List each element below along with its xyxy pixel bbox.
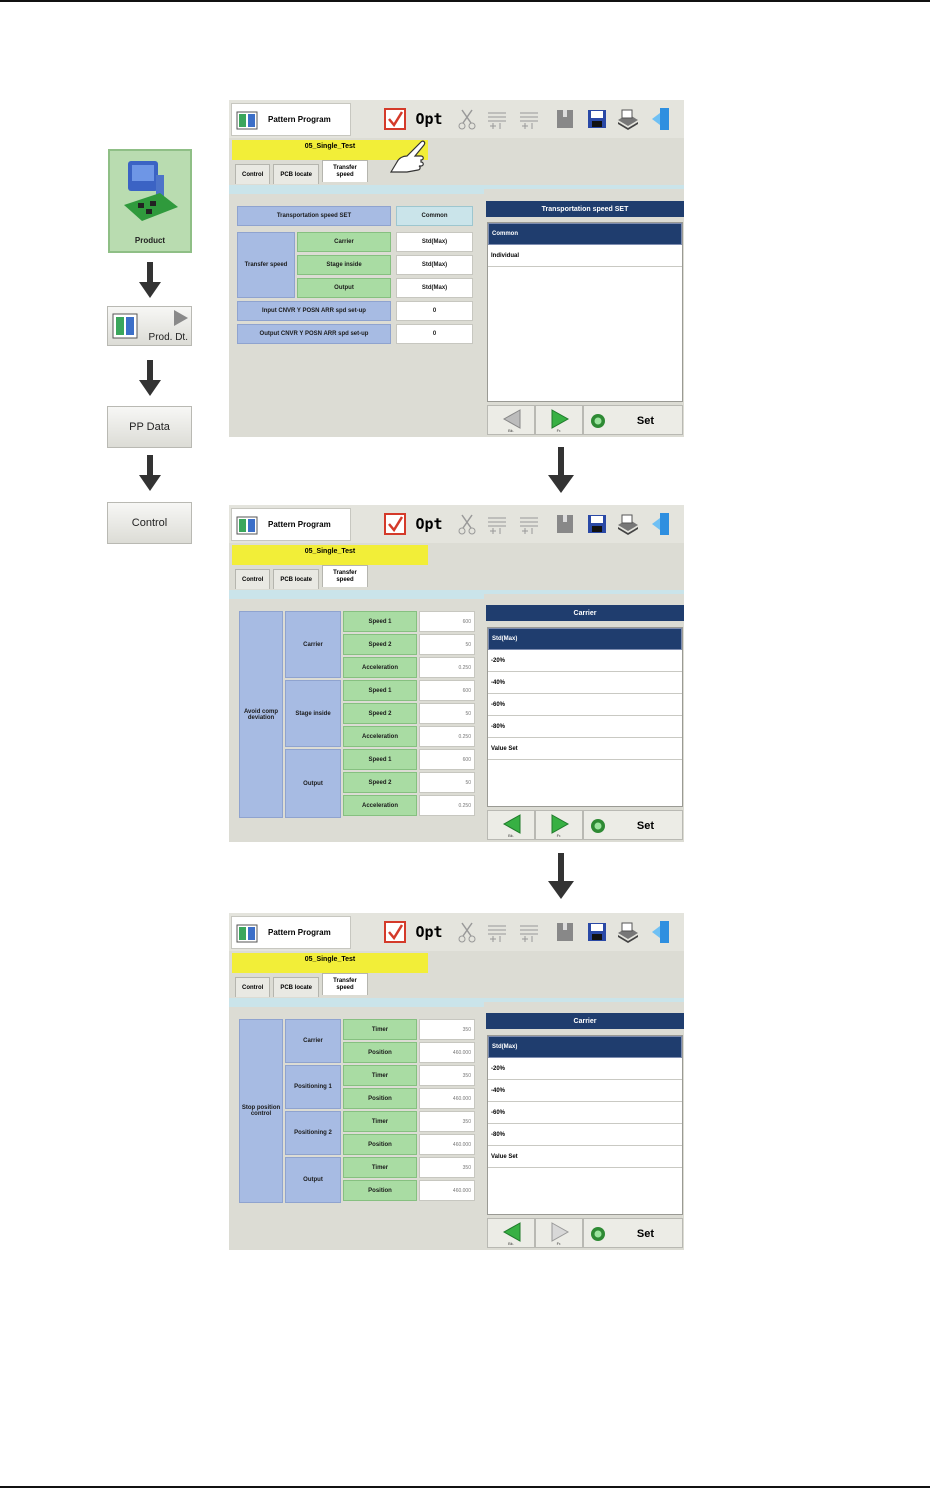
value-field[interactable]: 600 xyxy=(419,749,475,770)
back-arrow-icon xyxy=(502,409,522,429)
row-label: Speed 1 xyxy=(343,680,417,701)
program-name-bar: 05_Single_Test xyxy=(232,953,428,973)
book-button[interactable] xyxy=(551,106,579,132)
list-title: Carrier xyxy=(486,1013,684,1029)
pattern-program-icon xyxy=(236,923,258,943)
list-item[interactable]: Std(Max) xyxy=(488,1036,682,1058)
option-list xyxy=(487,1035,683,1215)
tab-control[interactable]: Control xyxy=(235,569,270,589)
output-label: Output xyxy=(297,278,391,298)
insert-before-button[interactable] xyxy=(483,511,511,537)
insert-line-icon xyxy=(518,513,540,535)
list-item[interactable]: -60% xyxy=(488,694,682,716)
opt-button[interactable]: Opt xyxy=(415,515,443,533)
back-button[interactable] xyxy=(487,810,535,840)
row-label: Acceleration xyxy=(343,726,417,747)
print-icon xyxy=(616,921,640,943)
save-icon xyxy=(587,108,607,130)
output-conveyor-field[interactable]: 0 xyxy=(396,324,473,344)
carrier-label: Carrier xyxy=(297,232,391,252)
set-icon xyxy=(590,1226,606,1242)
pp-data-button[interactable] xyxy=(107,406,192,448)
value-field[interactable]: 0.250 xyxy=(419,726,475,747)
top-rule xyxy=(0,0,930,2)
flow-arrow-down-icon xyxy=(137,455,163,493)
tab-transfer-speed[interactable]: Transfer speed xyxy=(322,160,368,182)
row-label: Timer xyxy=(343,1019,417,1040)
exit-icon xyxy=(650,512,672,536)
list-item[interactable]: Value Set xyxy=(488,1146,682,1168)
tab-bar xyxy=(235,569,371,591)
product-button[interactable] xyxy=(108,149,192,253)
prod-dt-label: Prod. Dt. xyxy=(148,332,188,343)
value-field[interactable]: 50 xyxy=(419,703,475,724)
option-list xyxy=(487,627,683,807)
list-item[interactable]: -40% xyxy=(488,672,682,694)
cut-button[interactable] xyxy=(453,106,481,132)
exit-button[interactable] xyxy=(647,919,675,945)
section-label: Carrier xyxy=(285,1019,341,1063)
insert-after-button[interactable] xyxy=(515,511,543,537)
book-icon xyxy=(555,108,575,130)
flow-arrow-down-icon xyxy=(137,262,163,300)
exit-button[interactable] xyxy=(647,511,675,537)
cut-button[interactable] xyxy=(453,511,481,537)
set-label: Set xyxy=(636,415,654,427)
input-conveyor-label: Input CNVR Y POSN ARR spd set-up xyxy=(237,301,391,321)
section-label: Output xyxy=(285,749,341,818)
print-button[interactable] xyxy=(614,106,642,132)
pointing-hand-icon xyxy=(387,136,429,176)
window-title: Pattern Program xyxy=(268,928,331,937)
save-icon xyxy=(587,921,607,943)
set-label: Set xyxy=(636,820,654,832)
book-button[interactable] xyxy=(551,511,579,537)
carrier-speed-field[interactable]: Std(Max) xyxy=(396,232,473,252)
back-arrow-icon xyxy=(502,814,522,834)
insert-line-icon xyxy=(518,108,540,130)
transport-speed-set-value[interactable]: Common xyxy=(396,206,473,226)
forward-button[interactable] xyxy=(535,810,583,840)
exit-button[interactable] xyxy=(647,106,675,132)
insert-line-icon xyxy=(486,108,508,130)
value-field[interactable]: 350 xyxy=(419,1019,475,1040)
panel-arrow-down-icon xyxy=(546,853,576,901)
tab-pcb-locate[interactable]: PCB locate xyxy=(273,977,319,997)
pattern-program-tab[interactable] xyxy=(231,916,351,949)
tab-underline xyxy=(229,590,484,599)
forward-arrow-icon xyxy=(550,409,570,429)
insert-line-icon xyxy=(518,921,540,943)
save-icon xyxy=(587,513,607,535)
pattern-program-tab[interactable] xyxy=(231,508,351,541)
tab-underline xyxy=(229,998,484,1007)
forward-button[interactable] xyxy=(535,1218,583,1248)
section-label: Output xyxy=(285,1157,341,1203)
value-field[interactable]: 350 xyxy=(419,1065,475,1086)
list-item[interactable]: -80% xyxy=(488,1124,682,1146)
avoid-comp-deviation-screen xyxy=(229,505,684,842)
check-button[interactable] xyxy=(381,919,409,945)
title-bar xyxy=(229,913,684,951)
row-label: Position xyxy=(343,1180,417,1201)
control-button[interactable] xyxy=(107,502,192,544)
list-title: Transportation speed SET xyxy=(486,201,684,217)
insert-after-button[interactable] xyxy=(515,106,543,132)
value-field[interactable]: 0.250 xyxy=(419,657,475,678)
list-item[interactable]: Common xyxy=(488,223,682,245)
set-button[interactable] xyxy=(583,1218,683,1248)
section-label: Carrier xyxy=(285,611,341,678)
back-label: Bk. xyxy=(508,1241,514,1246)
play-triangle-icon xyxy=(172,309,190,327)
back-button[interactable] xyxy=(487,1218,535,1248)
list-item[interactable]: Individual xyxy=(488,245,682,267)
check-icon xyxy=(384,513,406,535)
row-label: Acceleration xyxy=(343,657,417,678)
transport-speed-set-label: Transportation speed SET xyxy=(237,206,391,226)
save-button[interactable] xyxy=(583,511,611,537)
save-button[interactable] xyxy=(583,106,611,132)
tab-underline xyxy=(484,998,684,1002)
list-item[interactable]: -40% xyxy=(488,1080,682,1102)
tab-underline xyxy=(484,185,684,189)
opt-button[interactable]: Opt xyxy=(415,923,443,941)
value-field[interactable]: 350 xyxy=(419,1111,475,1132)
section-label: Positioning 2 xyxy=(285,1111,341,1155)
tab-bar xyxy=(235,164,371,186)
tab-pcb-locate[interactable]: PCB locate xyxy=(273,164,319,184)
value-field[interactable]: 0.250 xyxy=(419,795,475,816)
window-title: Pattern Program xyxy=(268,115,331,124)
list-item[interactable]: -20% xyxy=(488,650,682,672)
insert-line-icon xyxy=(486,513,508,535)
row-label: Acceleration xyxy=(343,795,417,816)
group-label: Stop position control xyxy=(239,1019,283,1203)
tab-underline xyxy=(484,590,684,594)
program-name-bar: 05_Single_Test xyxy=(232,545,428,565)
check-icon xyxy=(384,921,406,943)
check-button[interactable] xyxy=(381,106,409,132)
list-item[interactable]: -80% xyxy=(488,716,682,738)
transfer-speed-group-label: Transfer speed xyxy=(237,232,295,298)
list-item[interactable]: Std(Max) xyxy=(488,628,682,650)
section-label: Positioning 1 xyxy=(285,1065,341,1109)
prod-dt-icon xyxy=(111,310,141,340)
stop-position-control-screen xyxy=(229,913,684,1250)
product-icon xyxy=(120,157,180,227)
scissors-icon xyxy=(458,921,476,943)
stage-inside-label: Stage inside xyxy=(297,255,391,275)
title-bar xyxy=(229,505,684,543)
pattern-program-icon xyxy=(236,110,258,130)
flow-arrow-down-icon xyxy=(137,360,163,398)
forward-arrow-icon xyxy=(550,814,570,834)
pp-data-label: PP Data xyxy=(129,421,170,433)
row-label: Timer xyxy=(343,1065,417,1086)
forward-label: Fr. xyxy=(556,428,562,433)
book-icon xyxy=(555,513,575,535)
exit-icon xyxy=(650,107,672,131)
insert-before-button[interactable] xyxy=(483,919,511,945)
output-conveyor-label: Output CNVR Y POSN ARR spd set-up xyxy=(237,324,391,344)
back-button[interactable] xyxy=(487,405,535,435)
exit-icon xyxy=(650,920,672,944)
forward-label: Fr. xyxy=(556,1241,562,1246)
row-label: Speed 1 xyxy=(343,749,417,770)
nav-bar xyxy=(487,405,683,437)
value-field[interactable]: 50 xyxy=(419,634,475,655)
row-label: Speed 2 xyxy=(343,703,417,724)
tab-bar xyxy=(235,977,371,999)
value-field[interactable]: 460.000 xyxy=(419,1088,475,1109)
panel-arrow-down-icon xyxy=(546,447,576,495)
print-icon xyxy=(616,108,640,130)
insert-after-button[interactable] xyxy=(515,919,543,945)
value-field[interactable]: 350 xyxy=(419,1157,475,1178)
value-field[interactable]: 460.000 xyxy=(419,1180,475,1201)
print-button[interactable] xyxy=(614,511,642,537)
nav-bar xyxy=(487,810,683,842)
row-label: Speed 2 xyxy=(343,772,417,793)
value-field[interactable]: 460.000 xyxy=(419,1134,475,1155)
print-button[interactable] xyxy=(614,919,642,945)
save-button[interactable] xyxy=(583,919,611,945)
set-button[interactable] xyxy=(583,405,683,435)
row-label: Position xyxy=(343,1042,417,1063)
row-label: Timer xyxy=(343,1157,417,1178)
tab-transfer-speed[interactable]: Transfer speed xyxy=(322,565,368,587)
list-item[interactable]: Value Set xyxy=(488,738,682,760)
book-icon xyxy=(555,921,575,943)
set-icon xyxy=(590,413,606,429)
nav-bar xyxy=(487,1218,683,1250)
control-label: Control xyxy=(131,517,168,529)
forward-arrow-icon xyxy=(550,1222,570,1242)
back-label: Bk. xyxy=(508,428,514,433)
stage-inside-speed-field[interactable]: Std(Max) xyxy=(396,255,473,275)
transfer-speed-screen xyxy=(229,100,684,437)
set-button[interactable] xyxy=(583,810,683,840)
list-item[interactable]: -60% xyxy=(488,1102,682,1124)
prod-dt-button[interactable] xyxy=(107,306,192,346)
row-label: Timer xyxy=(343,1111,417,1132)
row-label: Position xyxy=(343,1134,417,1155)
scissors-icon xyxy=(458,108,476,130)
tab-transfer-speed[interactable]: Transfer speed xyxy=(322,973,368,995)
tab-control[interactable]: Control xyxy=(235,977,270,997)
input-conveyor-field[interactable]: 0 xyxy=(396,301,473,321)
pattern-program-icon xyxy=(236,515,258,535)
pattern-program-tab[interactable] xyxy=(231,103,351,136)
title-bar xyxy=(229,100,684,138)
insert-line-icon xyxy=(486,921,508,943)
tab-underline xyxy=(229,185,484,194)
row-label: Position xyxy=(343,1088,417,1109)
option-list xyxy=(487,222,683,402)
row-label: Speed 1 xyxy=(343,611,417,632)
back-arrow-icon xyxy=(502,1222,522,1242)
check-button[interactable] xyxy=(381,511,409,537)
tab-pcb-locate[interactable]: PCB locate xyxy=(273,569,319,589)
window-title: Pattern Program xyxy=(268,520,331,529)
cut-button[interactable] xyxy=(453,919,481,945)
value-field[interactable]: 600 xyxy=(419,611,475,632)
value-field[interactable]: 600 xyxy=(419,680,475,701)
forward-button[interactable] xyxy=(535,405,583,435)
opt-button[interactable]: Opt xyxy=(415,110,443,128)
value-field[interactable]: 50 xyxy=(419,772,475,793)
scissors-icon xyxy=(458,513,476,535)
program-name-bar: 05_Single_Test xyxy=(232,140,428,160)
print-icon xyxy=(616,513,640,535)
insert-before-button[interactable] xyxy=(483,106,511,132)
tab-control[interactable]: Control xyxy=(235,164,270,184)
back-label: Bk. xyxy=(508,833,514,838)
value-field[interactable]: 460.000 xyxy=(419,1042,475,1063)
set-icon xyxy=(590,818,606,834)
product-label: Product xyxy=(134,236,166,245)
list-item[interactable]: -20% xyxy=(488,1058,682,1080)
output-speed-field[interactable]: Std(Max) xyxy=(396,278,473,298)
section-label: Stage inside xyxy=(285,680,341,747)
list-title: Carrier xyxy=(486,605,684,621)
set-label: Set xyxy=(636,1228,654,1240)
group-label: Avoid comp deviation xyxy=(239,611,283,818)
row-label: Speed 2 xyxy=(343,634,417,655)
check-icon xyxy=(384,108,406,130)
forward-label: Fr. xyxy=(556,833,562,838)
book-button[interactable] xyxy=(551,919,579,945)
